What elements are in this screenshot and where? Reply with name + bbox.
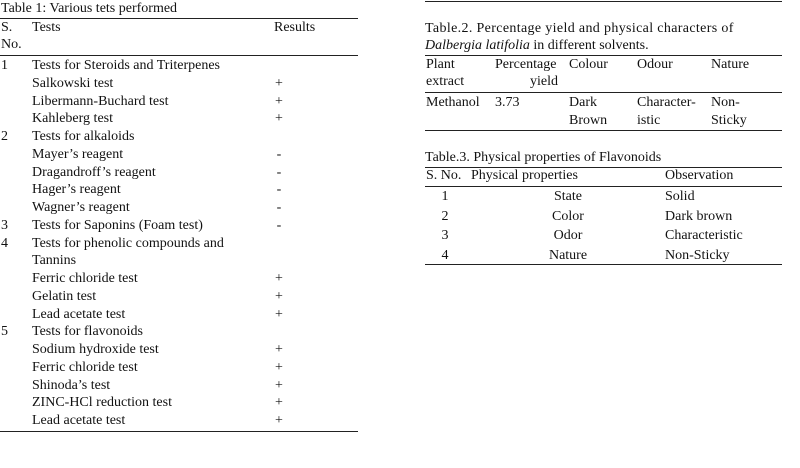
table2-header-yield: yield [530, 74, 558, 89]
table1-cell-result: + [275, 413, 283, 428]
table3-bottom-rule [425, 264, 782, 265]
table3-cell-property: Nature [548, 248, 588, 263]
table2-species-name: Dalbergia latifolia [425, 38, 530, 53]
table3-header-property: Physical properties [471, 168, 578, 183]
table2-cell-colour: Dark [569, 95, 597, 110]
table1-cell-test: Hager’s reagent [32, 182, 121, 197]
table2-header-plant: Plant [426, 57, 455, 72]
table1-cell-result: + [275, 307, 283, 322]
table2-header-colour: Colour [569, 57, 608, 72]
table1-cell-test: Tests for alkaloids [32, 129, 135, 144]
table2-header-rule [425, 92, 782, 93]
table3-cell-property: Odor [553, 228, 583, 243]
table2-cell-nature: Non- [711, 95, 740, 110]
table1-header-rule [0, 55, 358, 56]
table1-cell-test: Salkowski test [32, 76, 114, 91]
table3-caption: Table.3. Physical properties of Flavonoids [425, 150, 662, 165]
table1-cell-test: Tests for Steroids and Triterpenes [32, 58, 221, 73]
table1-cell-result: - [276, 165, 282, 180]
table1-cell-result: - [276, 200, 282, 215]
table3-cell-sno: 2 [441, 209, 449, 224]
table3-cell-observation: Dark brown [665, 209, 733, 224]
table1-cell-test: Wagner’s reagent [32, 200, 130, 215]
table2-bottom-rule [425, 130, 782, 131]
table1-cell-test: Tests for flavonoids [32, 324, 144, 339]
table2-top-border [425, 1, 782, 2]
table3-header-rule [425, 186, 782, 187]
table2-cell-colour-line2: Brown [569, 113, 608, 128]
table2-caption-line2 [425, 38, 649, 54]
table1-cell-result: + [275, 94, 283, 109]
table2-cell-extract: Methanol [426, 95, 480, 110]
table1-header-sno: S. [1, 20, 13, 35]
table1-cell-result: + [275, 111, 283, 126]
table1-cell-test: Ferric chloride test [32, 360, 138, 375]
table1-cell-result: - [276, 182, 282, 197]
table1-cell-test: Libermann-Buchard test [32, 94, 169, 109]
table1-cell-result: + [275, 395, 283, 410]
table1-cell-sno: 1 [1, 58, 8, 73]
table1-cell-result: + [275, 342, 283, 357]
table1-cell-test: Dragandroff’s reagent [32, 165, 156, 180]
table1-top-rule [0, 18, 358, 19]
table2-caption-line1: Table.2. Percentage yield and physical characters of [425, 21, 734, 36]
table3-cell-sno: 3 [441, 228, 449, 243]
table1-cell-test: Lead acetate test [32, 307, 126, 322]
table3-cell-observation: Non-Sticky [665, 248, 730, 263]
table3-cell-observation: Solid [665, 189, 695, 204]
table1-cell-test: ZINC-HCl reduction test [32, 395, 172, 410]
table3-header-sno: S. No. [426, 168, 462, 183]
table2-cell-odour-line2: istic [637, 113, 661, 128]
table1-cell-test: Tests for phenolic compounds and [32, 236, 224, 251]
table2-header-odour: Odour [637, 57, 673, 72]
table2-header-percentage: Percentage [495, 57, 557, 72]
table2-cell-odour: Character- [637, 95, 696, 110]
table1-header-sno-line2: No. [1, 37, 22, 52]
table1-cell-sno: 3 [1, 218, 8, 233]
table3-header-observation: Observation [665, 168, 734, 183]
table1-cell-result: + [275, 378, 283, 393]
table1-cell-test: Sodium hydroxide test [32, 342, 159, 357]
table1-cell-result: - [276, 147, 282, 162]
table1-header-tests: Tests [32, 20, 61, 35]
table1-cell-result: + [275, 76, 283, 91]
table1-cell-result: + [275, 360, 283, 375]
table2-cell-nature-line2: Sticky [711, 113, 747, 128]
table1-cell-test: Lead acetate test [32, 413, 126, 428]
table1-cell-test: Shinoda’s test [32, 378, 111, 393]
table2-cell-yield: 3.73 [495, 95, 520, 110]
table3-cell-observation: Characteristic [665, 228, 743, 243]
table1-cell-test: Gelatin test [32, 289, 97, 304]
table1-header-results: Results [274, 20, 316, 35]
table2-header-nature: Nature [711, 57, 750, 72]
table1-cell-test: Mayer’s reagent [32, 147, 124, 162]
table1-cell-test: Ferric chloride test [32, 271, 138, 286]
table3-cell-sno: 1 [441, 189, 449, 204]
table1-cell-test: Tannins [32, 253, 77, 268]
table1-cell-result: + [275, 271, 283, 286]
table1-cell-sno: 4 [1, 236, 8, 251]
table2-caption-rest: in different solvents. [529, 38, 649, 53]
table1-cell-sno: 5 [1, 324, 8, 339]
table3-cell-sno: 4 [441, 248, 449, 263]
table2-top-rule [425, 55, 782, 56]
table2-header-extract: extract [426, 74, 465, 89]
table1-cell-test: Kahleberg test [32, 111, 113, 126]
table1-bottom-rule [0, 431, 358, 432]
table1-caption: Table 1: Various tets performed [1, 1, 178, 16]
table1-cell-test: Tests for Saponins (Foam test) [32, 218, 203, 233]
table1-cell-result: - [276, 218, 282, 233]
table3-cell-property: State [554, 189, 582, 204]
table3-cell-property: Color [552, 209, 584, 224]
table1-cell-result: + [275, 289, 283, 304]
table1-cell-sno: 2 [1, 129, 8, 144]
